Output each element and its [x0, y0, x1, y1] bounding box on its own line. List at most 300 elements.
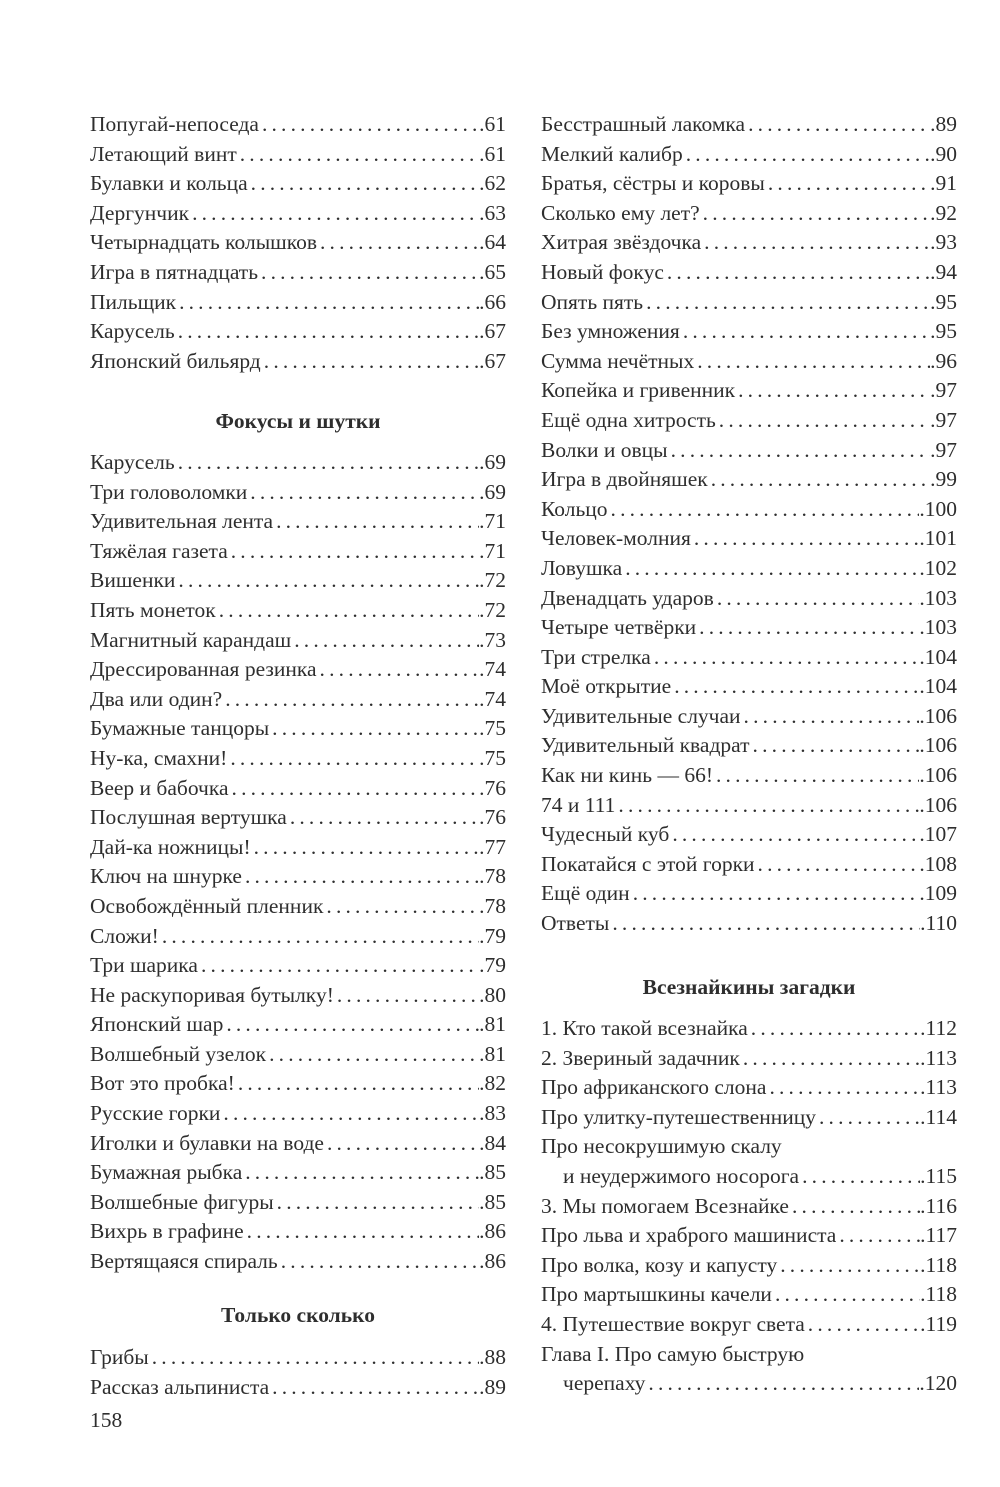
entry-title: Игра в пятнадцать	[90, 259, 259, 284]
toc-entry	[90, 169, 506, 199]
toc-left-block-3	[90, 1343, 506, 1402]
entry-title: Кольцо	[541, 496, 608, 521]
toc-entry	[90, 448, 506, 478]
toc-entry	[90, 714, 506, 744]
entry-title: Ну-ка, смахни!	[90, 745, 228, 770]
dot-leader	[772, 1280, 920, 1310]
entry-title: Грибы	[90, 1345, 149, 1369]
dot-leader	[216, 596, 479, 626]
entry-page: .106	[919, 703, 957, 728]
entry-page: .85	[479, 1160, 506, 1185]
entry-page: .80	[479, 982, 506, 1007]
entry-title: Рассказ альпиниста	[90, 1374, 270, 1399]
dot-leader	[750, 731, 920, 761]
toc-right-block-2	[541, 1014, 957, 1399]
entry-title: Четырнадцать колышков	[90, 230, 317, 255]
toc-entry	[90, 922, 506, 952]
dot-leader	[765, 169, 930, 199]
entry-page: .82	[479, 1071, 506, 1096]
entry-page: .101	[919, 526, 957, 551]
dot-leader	[740, 1044, 920, 1074]
dot-leader	[317, 655, 480, 685]
entry-title: Вертящаяся спираль	[90, 1249, 278, 1274]
entry-title: 3. Мы помогаем Всезнайке	[541, 1193, 789, 1218]
dot-leader	[664, 258, 930, 288]
entry-page: .65	[479, 259, 506, 284]
entry-title: Летающий винт	[90, 141, 237, 166]
entry-title: Четыре четвёрки	[541, 615, 697, 640]
entry-page: .109	[919, 881, 957, 906]
entry-title: Братья, сёстры и коровы	[541, 171, 765, 196]
toc-entry	[541, 1340, 957, 1370]
entry-title: Про льва и храброго машиниста	[541, 1223, 837, 1248]
entry-page: .83	[479, 1101, 506, 1126]
dot-leader	[159, 922, 479, 952]
entry-page: .104	[919, 644, 957, 669]
toc-entry	[90, 981, 506, 1011]
entry-title: Без умножения	[541, 319, 680, 344]
entry-title: Ловушка	[541, 555, 623, 580]
entry-title: Моё открытие	[541, 674, 672, 699]
dot-leader	[258, 258, 479, 288]
toc-entry	[90, 317, 506, 347]
entry-title: Послушная вертушка	[90, 805, 287, 830]
toc-entry	[541, 879, 957, 909]
entry-title: Новый фокус	[541, 259, 664, 284]
entry-page: .89	[479, 1374, 506, 1399]
entry-page: .61	[479, 112, 506, 136]
entry-title: Попугай-непоседа	[90, 112, 259, 136]
dot-leader	[615, 791, 919, 821]
dot-leader	[766, 1073, 920, 1103]
toc-entry	[541, 584, 957, 614]
dot-leader	[189, 199, 479, 229]
entry-page: .114	[920, 1104, 957, 1129]
entry-page: .102	[919, 555, 957, 580]
entry-page: .103	[919, 615, 957, 640]
dot-leader	[317, 228, 479, 258]
dot-leader	[227, 744, 479, 774]
toc-entry	[90, 1188, 506, 1218]
dot-leader	[741, 702, 920, 732]
entry-title: 74 и 111	[541, 792, 616, 817]
dot-leader	[334, 981, 479, 1011]
entry-page: .113	[920, 1045, 957, 1070]
dot-leader	[671, 672, 919, 702]
dot-leader	[287, 803, 479, 833]
entry-title: Карусель	[90, 450, 175, 474]
entry-title: Дай-ка ножницы!	[90, 834, 251, 859]
dot-leader	[274, 1188, 479, 1218]
dot-leader	[683, 140, 930, 170]
toc-entry	[90, 1158, 506, 1188]
toc-entry	[541, 672, 957, 702]
dot-leader	[816, 1103, 920, 1133]
dot-leader	[223, 1010, 479, 1040]
entry-title: Три стрелка	[541, 644, 651, 669]
entry-title: Русские горки	[90, 1101, 221, 1126]
entry-page: .86	[479, 1219, 506, 1244]
entry-title: Ответы	[541, 911, 610, 936]
entry-title: Карусель	[90, 319, 175, 344]
toc-entry	[90, 833, 506, 863]
toc-entry	[541, 376, 957, 406]
dot-leader	[149, 1343, 479, 1373]
dot-leader	[691, 524, 920, 554]
toc-entry	[541, 524, 957, 554]
dot-leader	[251, 833, 480, 863]
entry-page: .100	[919, 496, 957, 521]
entry-page: .76	[479, 805, 506, 830]
toc-entry	[541, 1310, 957, 1340]
toc-entry	[541, 1192, 957, 1222]
dot-leader	[745, 110, 930, 140]
toc-entry	[541, 1044, 957, 1074]
dot-leader	[651, 643, 920, 673]
dot-leader	[247, 478, 479, 508]
toc-entry	[90, 892, 506, 922]
dot-leader	[323, 892, 479, 922]
entry-page: .95	[930, 319, 957, 344]
toc-entry	[90, 228, 506, 258]
entry-title: Волки и овцы	[541, 437, 668, 462]
dot-leader	[228, 537, 479, 567]
entry-page: .118	[920, 1282, 957, 1307]
entry-title: Бесстрашный лакомка	[541, 112, 746, 136]
entry-title: Вишенки	[90, 568, 176, 593]
entry-page: .79	[479, 953, 506, 978]
entry-page: .106	[919, 792, 957, 817]
entry-title: Про африканского слона	[541, 1075, 767, 1100]
toc-entry	[541, 465, 957, 495]
entry-page: .75	[479, 716, 506, 741]
entry-page: .86	[479, 1249, 506, 1274]
dot-leader	[269, 1373, 479, 1403]
entry-page: .118	[920, 1252, 957, 1277]
dot-leader	[242, 862, 479, 892]
toc-entry	[541, 1073, 957, 1103]
toc-entry	[541, 820, 957, 850]
entry-title: Ещё одна хитрость	[541, 407, 716, 432]
toc-entry	[541, 169, 957, 199]
entry-title: Покатайся с этой горки	[541, 851, 755, 876]
entry-title: Удивительная лента	[90, 509, 274, 534]
dot-leader	[220, 1099, 479, 1129]
entry-page: .78	[479, 893, 506, 918]
toc-entry	[541, 850, 957, 880]
toc-entry	[90, 478, 506, 508]
entry-title: Сколько ему лет?	[541, 200, 700, 225]
dot-leader	[799, 1162, 920, 1192]
entry-title: Магнитный карандаш	[90, 627, 292, 652]
dot-leader	[701, 228, 930, 258]
entry-page: .103	[919, 585, 957, 610]
toc-entry	[90, 951, 506, 981]
entry-title: 2. Звериный задачник	[541, 1045, 740, 1070]
page-number: 158	[90, 1408, 123, 1432]
toc-entry	[90, 1129, 506, 1159]
dot-leader	[700, 199, 930, 229]
entry-title: Два или один?	[90, 686, 223, 711]
toc-entry	[541, 1014, 957, 1044]
toc-entry	[90, 774, 506, 804]
entry-title: Ещё один	[541, 881, 630, 906]
entry-page: .74	[479, 686, 506, 711]
entry-title: Про волка, козу и капусту	[541, 1252, 778, 1277]
entry-title: Тяжёлая газета	[90, 538, 228, 563]
dot-leader	[608, 495, 920, 525]
entry-page: .104	[919, 674, 957, 699]
dot-leader	[273, 507, 479, 537]
entry-title: Три головоломки	[90, 479, 248, 504]
dot-leader	[622, 554, 919, 584]
toc-entry	[90, 258, 506, 288]
toc-entry	[90, 537, 506, 567]
entry-page: .72	[479, 597, 506, 622]
toc-entry	[90, 744, 506, 774]
dot-leader	[669, 820, 919, 850]
dot-leader	[291, 626, 479, 656]
toc-entry	[90, 596, 506, 626]
entry-page: .71	[479, 509, 506, 534]
entry-title: Веер и бабочка	[90, 775, 229, 800]
toc-entry	[541, 791, 957, 821]
entry-page: .89	[930, 112, 957, 136]
entry-title: Про мартышкины качели	[541, 1282, 772, 1307]
toc-entry	[541, 1280, 957, 1310]
entry-page: .88	[479, 1345, 506, 1369]
entry-page: .97	[930, 378, 957, 403]
entry-page: .110	[920, 911, 957, 936]
entry-title: Японский шар	[90, 1012, 224, 1037]
entry-title: Не раскупоривая бутылку!	[90, 982, 334, 1007]
entry-title: Дрессированная резинка	[90, 657, 317, 682]
dot-leader	[777, 1251, 920, 1281]
entry-title: 4. Путешествие вокруг света	[541, 1311, 805, 1336]
entry-page: .79	[479, 923, 506, 948]
toc-entry	[541, 554, 957, 584]
entry-page: .61	[479, 141, 506, 166]
entry-page: .67	[479, 348, 506, 373]
entry-title: Бумажная рыбка	[90, 1160, 243, 1185]
entry-title: Как ни кинь — 66!	[541, 763, 713, 788]
toc-entry	[90, 507, 506, 537]
dot-leader	[708, 465, 930, 495]
toc-entry	[90, 1099, 506, 1129]
dot-leader	[609, 909, 920, 939]
entry-page: .76	[479, 775, 506, 800]
toc-entry	[90, 1217, 506, 1247]
entry-page: .91	[930, 171, 957, 196]
toc-left-block-1	[90, 110, 506, 376]
toc-right-block-1	[541, 110, 957, 939]
entry-title: Дергунчик	[90, 200, 190, 225]
dot-leader	[259, 110, 479, 140]
entry-title: Про улитку-путешественницу	[541, 1104, 816, 1129]
entry-title: Бумажные танцоры	[90, 716, 270, 741]
toc-entry	[541, 761, 957, 791]
entry-page: .69	[479, 479, 506, 504]
toc-entry	[541, 228, 957, 258]
dot-leader	[735, 376, 930, 406]
entry-page: .78	[479, 864, 506, 889]
entry-title: Хитрая звёздочка	[541, 230, 702, 255]
dot-leader	[755, 850, 920, 880]
entry-page: .85	[479, 1189, 506, 1214]
dot-leader	[237, 140, 479, 170]
section-heading: Всезнайкины загадки	[642, 975, 856, 999]
toc-left-block-2	[90, 448, 506, 1277]
entry-page: .66	[479, 289, 506, 314]
entry-title: Удивительный квадрат	[541, 733, 750, 758]
toc-entry	[541, 702, 957, 732]
entry-title: Удивительные случаи	[541, 703, 741, 728]
dot-leader	[668, 436, 931, 466]
toc-entry	[541, 436, 957, 466]
entry-page: .93	[930, 230, 957, 255]
toc-entry	[541, 406, 957, 436]
toc-entry	[90, 288, 506, 318]
toc-entry	[541, 731, 957, 761]
entry-title: черепаху	[563, 1371, 646, 1396]
toc-entry	[90, 140, 506, 170]
toc-entry	[90, 626, 506, 656]
toc-entry	[541, 613, 957, 643]
entry-title: Освобождённый пленник	[90, 893, 324, 918]
toc-entry	[90, 803, 506, 833]
dot-leader	[175, 448, 479, 478]
entry-page: .97	[930, 407, 957, 432]
entry-title: Вихрь в графине	[90, 1219, 244, 1244]
entry-title: Сложи!	[90, 923, 159, 948]
dot-leader	[266, 1040, 479, 1070]
dot-leader	[269, 714, 479, 744]
entry-page: .113	[920, 1075, 957, 1100]
entry-page: .96	[930, 348, 957, 373]
dot-leader	[175, 317, 479, 347]
dot-leader	[680, 317, 930, 347]
dot-leader	[278, 1247, 479, 1277]
dot-leader	[261, 347, 479, 377]
entry-title: Двенадцать ударов	[541, 585, 714, 610]
dot-leader	[248, 169, 479, 199]
entry-page: .67	[479, 319, 506, 344]
toc-entry	[541, 1132, 957, 1162]
toc-entry	[90, 110, 506, 140]
dot-leader	[242, 1158, 479, 1188]
entry-title: Иголки и булавки на воде	[90, 1130, 324, 1155]
entry-title: Про несокрушимую скалу	[541, 1134, 782, 1159]
toc-entry	[541, 110, 957, 140]
toc-entry	[90, 1247, 506, 1277]
entry-page: .81	[479, 1012, 506, 1037]
toc-entry	[541, 140, 957, 170]
entry-title: Волшебные фигуры	[90, 1189, 274, 1214]
entry-page: .120	[919, 1371, 957, 1396]
dot-leader	[229, 774, 480, 804]
entry-page: .107	[919, 822, 957, 847]
entry-page: .62	[479, 171, 506, 196]
entry-title: Три шарика	[90, 953, 198, 978]
entry-page: .77	[479, 834, 506, 859]
section-heading: Фокусы и шутки	[215, 409, 381, 433]
section-heading: Только сколько	[221, 1303, 375, 1327]
entry-page: .94	[930, 259, 957, 284]
entry-page: .90	[930, 141, 957, 166]
toc-entry	[541, 909, 957, 939]
entry-title: Ключ на шнурке	[90, 864, 242, 889]
entry-title: Пильщик	[90, 289, 177, 314]
dot-leader	[643, 288, 930, 318]
entry-title: Волшебный узелок	[90, 1041, 267, 1066]
entry-page: .99	[930, 467, 957, 492]
toc-entry	[90, 1069, 506, 1099]
entry-page: .119	[920, 1311, 957, 1336]
dot-leader	[244, 1217, 479, 1247]
toc-entry	[90, 347, 506, 377]
dot-leader	[805, 1310, 920, 1340]
dot-leader	[696, 613, 919, 643]
toc-entry	[90, 1010, 506, 1040]
toc-entry	[90, 862, 506, 892]
entry-title: Игра в двойняшек	[541, 467, 708, 492]
entry-page: .106	[919, 733, 957, 758]
toc-entry	[90, 1373, 506, 1403]
dot-leader	[198, 951, 479, 981]
toc-entry	[541, 1221, 957, 1251]
dot-leader	[694, 347, 930, 377]
toc-entry	[541, 317, 957, 347]
entry-page: .73	[479, 627, 506, 652]
dot-leader	[630, 879, 920, 909]
entry-page: .92	[930, 200, 957, 225]
toc-entry	[90, 566, 506, 596]
entry-page: .75	[479, 745, 506, 770]
dot-leader	[235, 1069, 479, 1099]
entry-title: Японский бильярд	[90, 348, 261, 373]
toc-entry	[541, 1103, 957, 1133]
entry-page: .69	[479, 450, 506, 474]
toc-entry	[90, 685, 506, 715]
dot-leader	[748, 1014, 920, 1044]
entry-page: .95	[930, 289, 957, 314]
toc-entry	[90, 199, 506, 229]
entry-title: Пять монеток	[90, 597, 216, 622]
entry-title: Вот это пробка!	[90, 1071, 235, 1096]
entry-title: Копейка и гривенник	[541, 378, 736, 403]
entry-page: .108	[919, 851, 957, 876]
entry-page: .106	[919, 763, 957, 788]
toc-entry	[541, 495, 957, 525]
entry-page: .81	[479, 1041, 506, 1066]
entry-page: .117	[920, 1223, 957, 1248]
dot-leader	[716, 406, 930, 436]
entry-page: .115	[920, 1163, 957, 1188]
entry-title: Булавки и кольца	[90, 171, 248, 196]
entry-page: .72	[479, 568, 506, 593]
dot-leader	[713, 761, 919, 791]
toc-entry	[90, 1343, 506, 1373]
toc-entry	[541, 258, 957, 288]
entry-page: .112	[920, 1016, 957, 1040]
dot-leader	[175, 566, 479, 596]
toc-entry	[90, 655, 506, 685]
dot-leader	[836, 1221, 920, 1251]
entry-title: Мелкий калибр	[541, 141, 683, 166]
entry-title: Чудесный куб	[541, 822, 670, 847]
entry-page: .97	[930, 437, 957, 462]
entry-page: .64	[479, 230, 506, 255]
